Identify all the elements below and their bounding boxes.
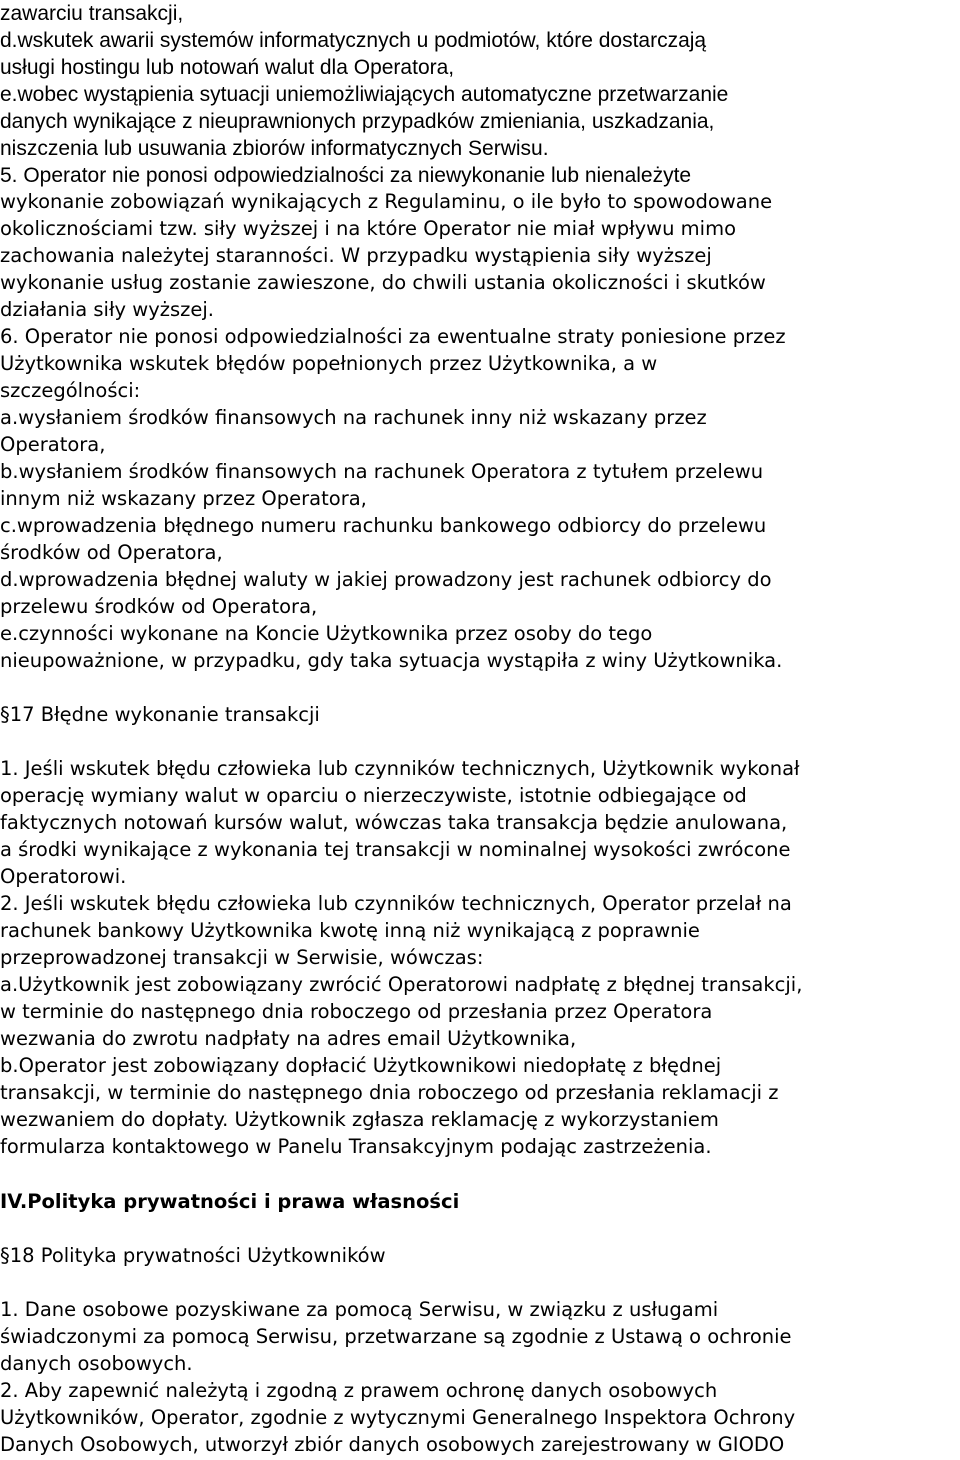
text-line: a.wysłaniem środków finansowych na rachunek inny niż wskazany przez	[0, 406, 707, 429]
text-line: środków od Operatora,	[0, 541, 223, 564]
section-heading: §17 Błędne wykonanie transakcji	[0, 703, 320, 726]
text-line: b.Operator jest zobowiązany dopłacić Użytkownikowi niedopłatę z błędnej	[0, 1054, 722, 1077]
text-line: 1. Dane osobowe pozyskiwane za pomocą Serwisu, w związku z usługami	[0, 1298, 719, 1321]
text-line: wykonanie zobowiązań wynikających z Regulaminu, o ile było to spowodowane	[0, 190, 773, 213]
text-line: Operatorowi.	[0, 865, 127, 888]
text-line: 6. Operator nie ponosi odpowiedzialności za ewentualne straty poniesione przez	[0, 325, 786, 348]
text-line: danych wynikające z nieuprawnionych przypadków zmieniania, uszkadzania,	[0, 110, 715, 133]
text-line: zawarciu transakcji,	[0, 2, 184, 25]
text-line: operację wymiany walut w oparciu o nierzeczywiste, istotnie odbiegające od	[0, 784, 747, 807]
section-heading: §18 Polityka prywatności Użytkowników	[0, 1244, 386, 1267]
text-line: przeprowadzonej transakcji w Serwisie, wówczas:	[0, 946, 484, 969]
text-line: Operatora,	[0, 433, 106, 456]
text-line: innym niż wskazany przez Operatora,	[0, 487, 367, 510]
text-line: a środki wynikające z wykonania tej transakcji w nominalnej wysokości zwrócone	[0, 838, 791, 861]
text-line: niszczenia lub usuwania zbiorów informatycznych Serwisu.	[0, 137, 549, 160]
text-line: Użytkownika wskutek błędów popełnionych przez Użytkownika, a w	[0, 352, 658, 375]
text-line: a.Użytkownik jest zobowiązany zwrócić Operatorowi nadpłatę z błędnej transakcji,	[0, 973, 803, 996]
text-line: działania siły wyższej.	[0, 298, 214, 321]
text-line: wezwania do zwrotu nadpłaty na adres email Użytkownika,	[0, 1027, 577, 1050]
text-line: transakcji, w terminie do następnego dnia roboczego od przesłania reklamacji z	[0, 1081, 779, 1104]
text-line: faktycznych notowań kursów walut, wówczas taka transakcja będzie anulowana,	[0, 811, 788, 834]
text-line: wykonanie usług zostanie zawieszone, do chwili ustania okoliczności i skutków	[0, 271, 766, 294]
text-line: w terminie do następnego dnia roboczego od przesłania przez Operatora	[0, 1000, 713, 1023]
text-line: e.wobec wystąpienia sytuacji uniemożliwiających automatyczne przetwarzanie	[0, 83, 729, 106]
text-line: zachowania należytej staranności. W przypadku wystąpienia siły wyższej	[0, 244, 712, 267]
text-line: d.wskutek awarii systemów informatycznych u podmiotów, które dostarczają	[0, 29, 707, 52]
text-line: wezwaniem do dopłaty. Użytkownik zgłasza reklamację z wykorzystaniem	[0, 1108, 719, 1131]
text-line: e.czynności wykonane na Koncie Użytkownika przez osoby do tego	[0, 622, 653, 645]
text-line: rachunek bankowy Użytkownika kwotę inną niż wynikającą z poprawnie	[0, 919, 700, 942]
text-line: b.wysłaniem środków finansowych na rachunek Operatora z tytułem przelewu	[0, 460, 764, 483]
text-line: 5. Operator nie ponosi odpowiedzialności za niewykonanie lub nienależyte	[0, 164, 692, 187]
chapter-heading: IV.Polityka prywatności i prawa własności	[0, 1190, 460, 1213]
text-line: d.wprowadzenia błędnej waluty w jakiej prowadzony jest rachunek odbiorcy do	[0, 568, 772, 591]
text-line: świadczonymi za pomocą Serwisu, przetwarzane są zgodnie z Ustawą o ochronie	[0, 1325, 792, 1348]
text-line: usługi hostingu lub notowań walut dla Operatora,	[0, 56, 455, 79]
text-line: danych osobowych.	[0, 1352, 193, 1375]
text-line: 2. Aby zapewnić należytą i zgodną z prawem ochronę danych osobowych	[0, 1379, 718, 1402]
text-line: nieupoważnione, w przypadku, gdy taka sytuacja wystąpiła z winy Użytkownika.	[0, 649, 783, 672]
text-line: Danych Osobowych, utworzył zbiór danych osobowych zarejestrowany w GIODO	[0, 1433, 785, 1456]
text-line: 1. Jeśli wskutek błędu człowieka lub czynników technicznych, Użytkownik wykonał	[0, 757, 800, 780]
text-line: okolicznościami tzw. siły wyższej i na które Operator nie miał wpływu mimo	[0, 217, 737, 240]
text-line: Użytkowników, Operator, zgodnie z wytycznymi Generalnego Inspektora Ochrony	[0, 1406, 796, 1429]
text-line: przelewu środków od Operatora,	[0, 595, 318, 618]
text-line: szczególności:	[0, 379, 141, 402]
text-line: c.wprowadzenia błędnego numeru rachunku bankowego odbiorcy do przelewu	[0, 514, 767, 537]
text-line: 2. Jeśli wskutek błędu człowieka lub czynników technicznych, Operator przelał na	[0, 892, 792, 915]
text-line: formularza kontaktowego w Panelu Transakcyjnym podając zastrzeżenia.	[0, 1135, 712, 1158]
